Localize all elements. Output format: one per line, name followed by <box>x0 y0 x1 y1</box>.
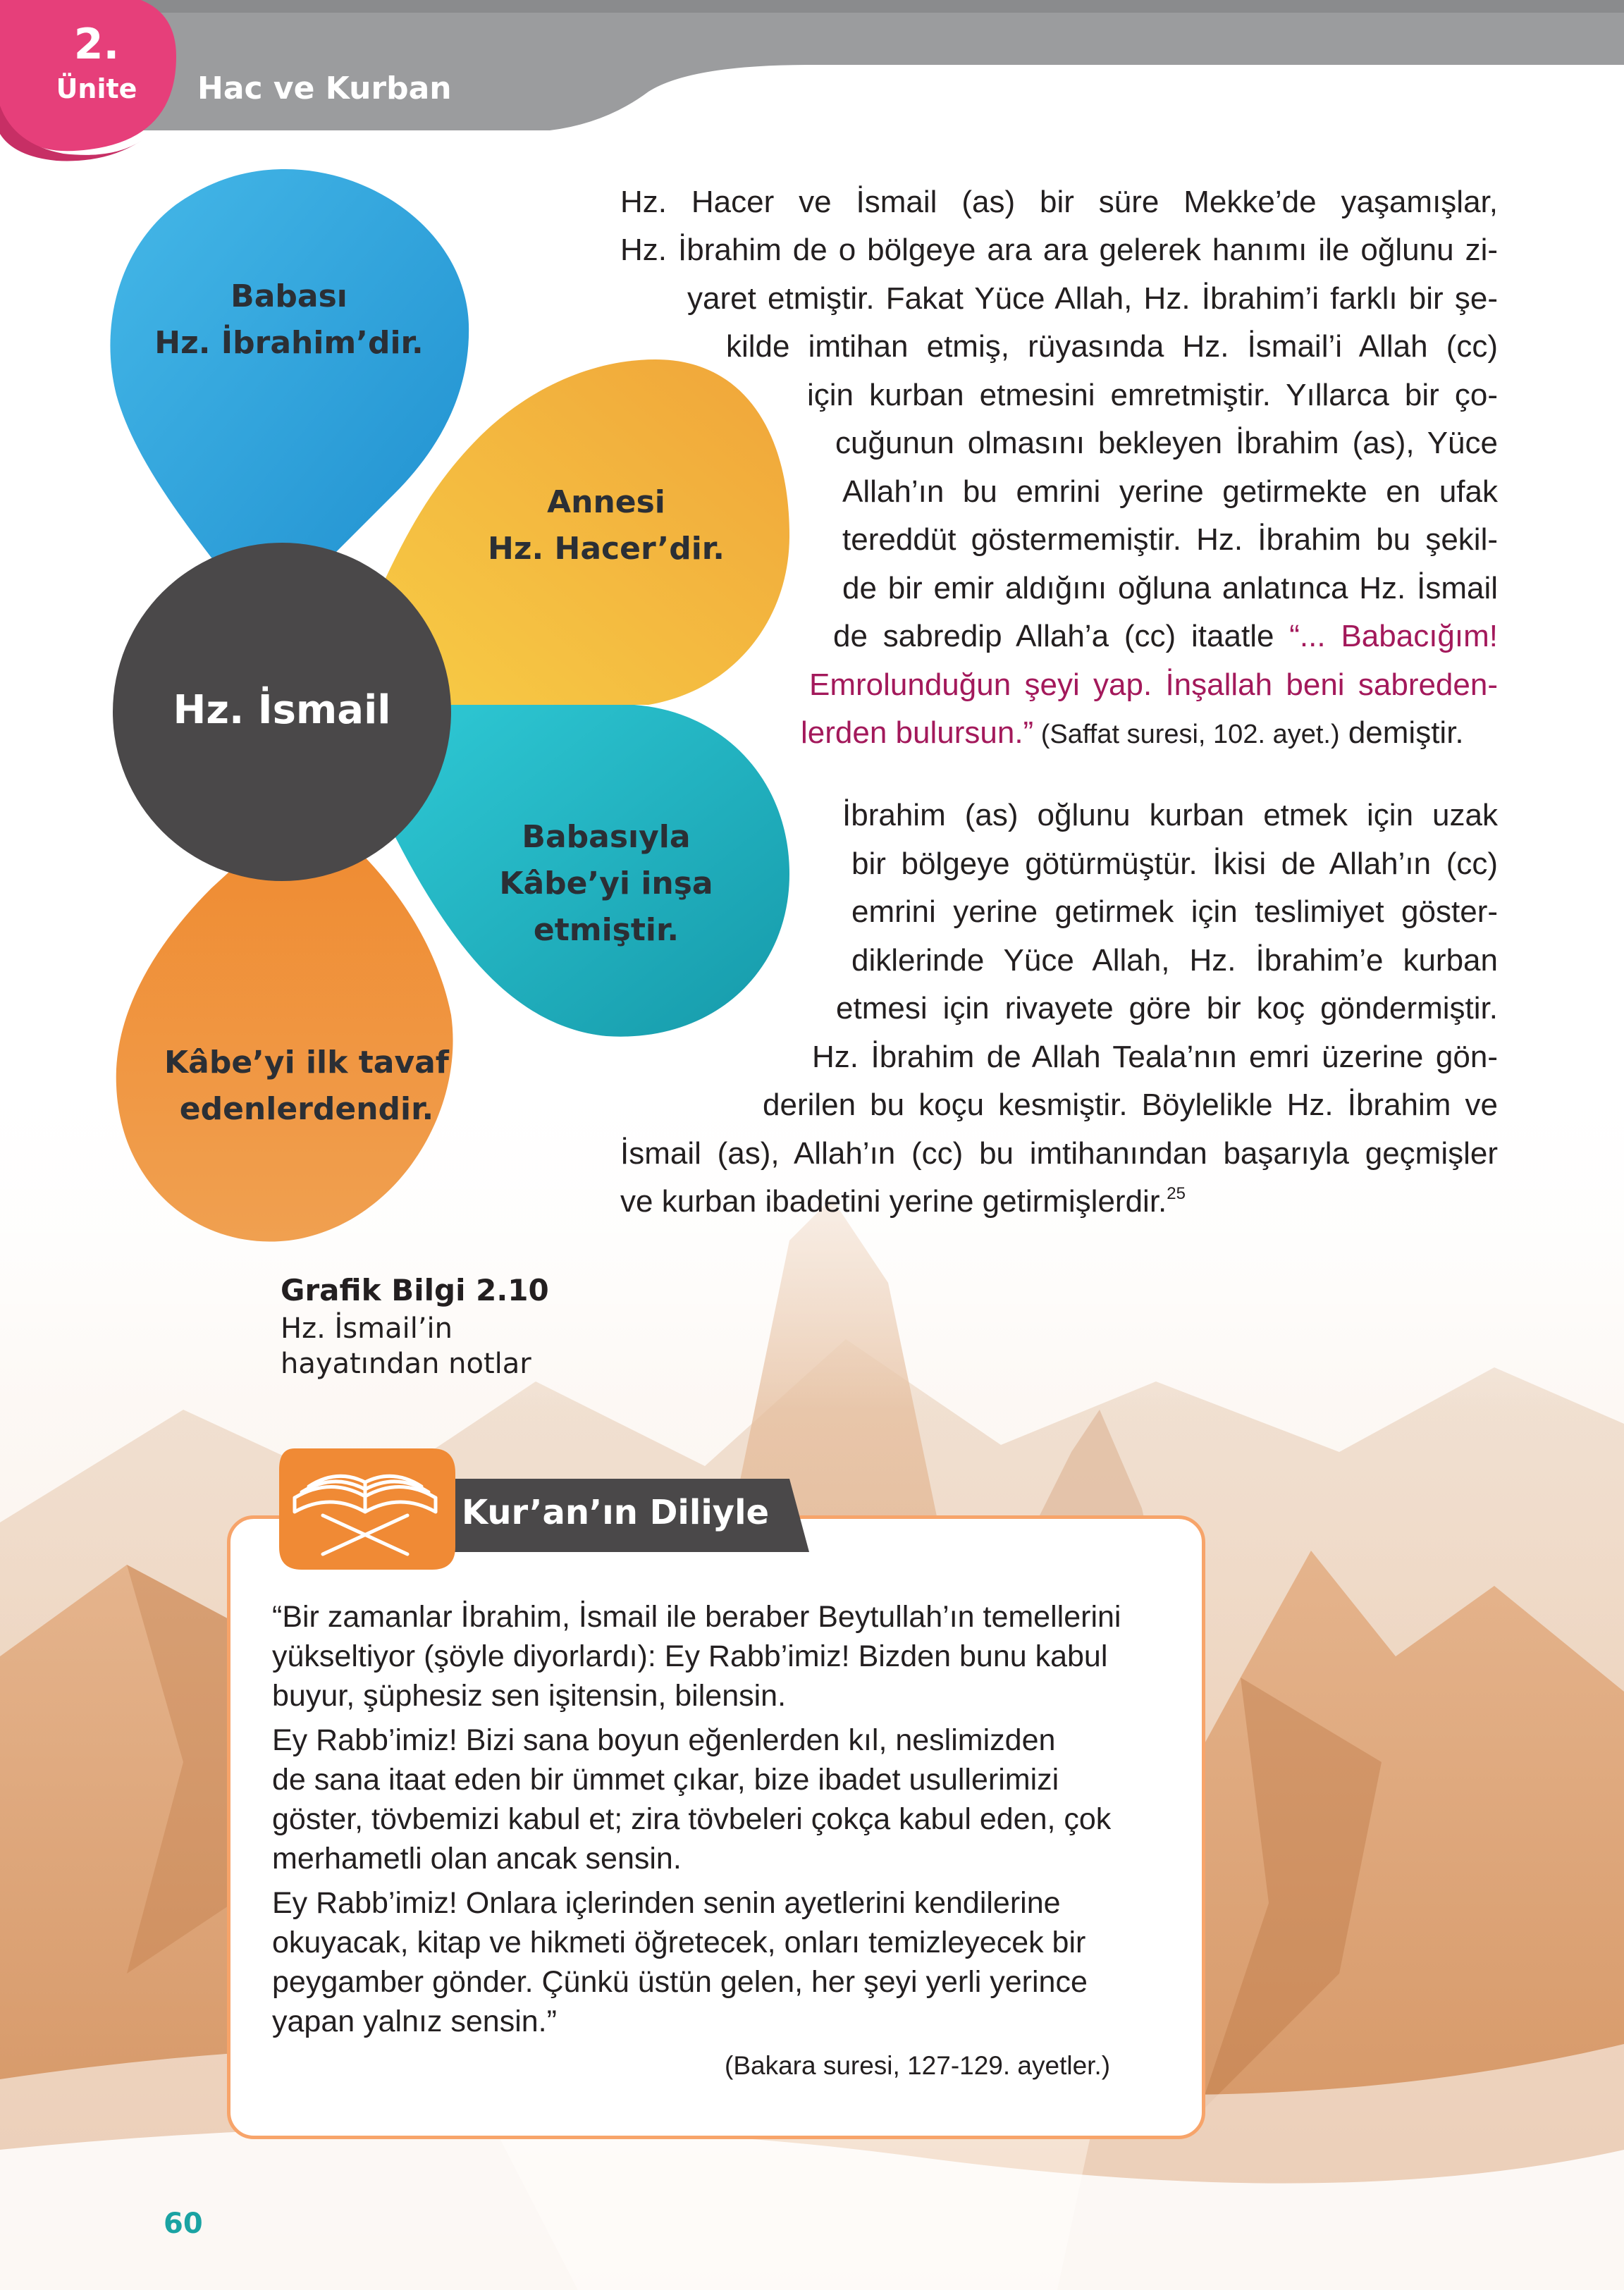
verse-line: yapan yalnız sensin.” <box>272 2005 557 2038</box>
text-line: derilen bu koçu kesmiştir. Böylelikle Hz. İbrahim ve <box>763 1088 1498 1122</box>
petal-yellow-text: Annesi Hz. Hacer’dir. <box>488 484 725 567</box>
text-line: yaret etmiştir. Fakat Yüce Allah, Hz. İbrahim’i farklı bir şe- <box>687 281 1498 316</box>
footnote-ref: 25 <box>1167 1184 1186 1203</box>
verse-line: göster, tövbemizi kabul et; zira tövbeleri çokça kabul eden, çok <box>272 1802 1112 1836</box>
unit-label: Ünite <box>56 73 137 104</box>
text-line: Hz. İbrahim de o bölgeye ara ara gelerek hanımı ile oğlunu zi- <box>620 233 1498 267</box>
text-line: de sabredip Allah’a (cc) itaatle “... Babacığım! <box>833 619 1498 653</box>
chapter-title: Hac ve Kurban <box>197 70 452 106</box>
text-line: lerden bulursun.” (Saffat suresi, 102. ayet.) demiştir. <box>801 715 1464 750</box>
text-line: etmesi için rivayete göre bir koç göndermiştir. <box>836 991 1498 1026</box>
text-line: tereddüt göstermemiştir. Hz. İbrahim bu şekil- <box>842 522 1498 557</box>
center-label: Hz. İsmail <box>173 687 391 733</box>
verse-line: de sana itaat eden bir ümmet çıkar, bize ibadet usullerimizi <box>272 1763 1059 1797</box>
text-line: Emrolunduğun şeyi yap. İnşallah beni sabreden- <box>809 667 1498 702</box>
graphic-caption-title: Grafik Bilgi 2.10 <box>281 1273 549 1307</box>
graphic-caption-line: Hz. İsmail’in <box>281 1312 453 1345</box>
verse-source: (Bakara suresi, 127-129. ayetler.) <box>725 2051 1111 2080</box>
verse-line: Ey Rabb’imiz! Bizi sana boyun eğenlerden kıl, neslimizden <box>272 1723 1056 1757</box>
verse-line: peygamber gönder. Çünkü üstün gelen, her şeyi yerli yerince <box>272 1965 1088 1999</box>
unit-number: 2. <box>73 20 120 69</box>
text-line: ve kurban ibadetini yerine getirmişlerdir.$^{25}$ <box>620 1184 1186 1219</box>
petal-blue-text: Babası Hz. İbrahim’dir. <box>154 278 424 361</box>
text-line: de bir emir aldığını oğluna anlatınca Hz. İsmail <box>842 571 1498 605</box>
verse-line: buyur, şüphesiz sen işitensin, bilensin. <box>272 1679 787 1713</box>
text-line: Hz. İbrahim de Allah Teala’nın emri üzerine gön- <box>812 1040 1498 1074</box>
text-line: bir bölgeye götürmüştür. İkisi de Allah’ın (cc) <box>851 847 1498 881</box>
text-line: cuğunun olmasını bekleyen İbrahim (as), Yüce <box>835 426 1498 460</box>
petal-orange-text: Kâbe’yi ilk tavaf edenlerdendir. <box>164 1045 449 1127</box>
text-line: İbrahim (as) oğlunu kurban etmek için uzak <box>842 798 1498 832</box>
text-line: emrini yerine getirmek için teslimiyet göster- <box>851 894 1498 929</box>
graphic-caption-line: hayatından notlar <box>281 1348 531 1380</box>
verse-line: okuyacak, kitap ve hikmeti öğretecek, onları temizleyecek bir <box>272 1926 1086 1959</box>
text-line: kilde imtihan etmiş, rüyasında Hz. İsmail’i Allah (cc) <box>726 329 1498 364</box>
verse-line: Ey Rabb’imiz! Onlara içlerinden senin ayetlerini kendilerine <box>272 1886 1061 1920</box>
open-book-icon <box>273 1441 457 1572</box>
verse-line: “Bir zamanlar İbrahim, İsmail ile beraber Beytullah’ın temellerini <box>272 1600 1121 1634</box>
text-line: İsmail (as), Allah’ın (cc) bu imtihanından başarıyla geçmişler <box>620 1136 1498 1171</box>
text-line: diklerinde Yüce Allah, Hz. İbrahim’e kurban <box>851 943 1498 978</box>
text-line: Allah’ın bu emrini yerine getirmekte en ufak <box>842 474 1498 509</box>
page-number: 60 <box>164 2208 203 2240</box>
petal-teal-text: Babasıyla Kâbe’yi inşa etmiştir. <box>499 819 713 948</box>
text-line: için kurban etmesini emretmiştir. Yıllarca bir ço- <box>807 378 1498 412</box>
verse-line: yükseltiyor (şöyle diyorlardı): Ey Rabb’imiz! Bizden bunu kabul <box>272 1639 1108 1673</box>
quran-box-title: Kur’an’ın Diliyle <box>462 1493 770 1532</box>
text-line: Hz. Hacer ve İsmail (as) bir süre Mekke’de yaşamışlar, <box>620 185 1498 219</box>
verse-line: merhametli olan ancak sensin. <box>272 1842 682 1876</box>
